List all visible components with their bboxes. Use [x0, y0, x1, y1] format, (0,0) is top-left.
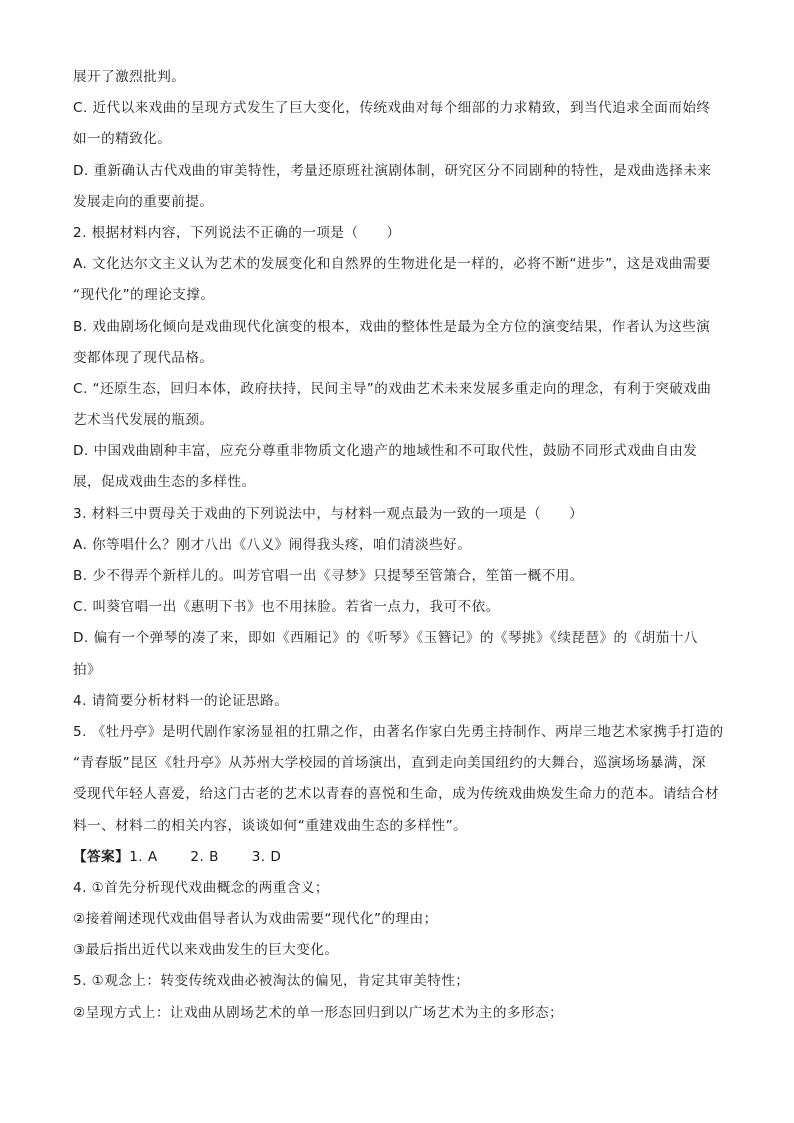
- question-3: 3. 材料三中贾母关于戏曲的下列说法中，与材料一观点最为一致的一项是（ ）: [73, 505, 584, 522]
- text-line: 展开了激烈批判。: [73, 69, 186, 85]
- question-5: 5. 《牡丹亭》是明代剧作家汤显祖的扛鼎之作，由著名作家白先勇主持制作、两岸三地艺术家携手打造的: [73, 723, 724, 740]
- text-line: 艺术当代发展的瓶颈。: [73, 412, 214, 429]
- option-d-text: D. 中国戏曲剧种丰富，应充分尊重非物质文化遗产的地域性和不可取代性，鼓励不同形式戏曲自由发: [73, 443, 698, 460]
- answer-line: [73, 842, 723, 873]
- answer-line: ②接着阐述现代戏曲倡导者认为戏曲需要“现代化”的理由；: [73, 911, 438, 928]
- text-line: 展，促成戏曲生态的多样性。: [73, 474, 256, 491]
- question-2: 2. 根据材料内容，下列说法不正确的一项是（ ）: [73, 224, 401, 241]
- option-c-text: C. 叫葵官唱一出《惠明下书》也不用抹脸。若省一点力，我可不依。: [73, 599, 500, 616]
- text-line: 发展走向的重要前提。: [73, 193, 214, 210]
- option-c-text: C. 近代以来戏曲的呈现方式发生了巨大变化，传统戏曲对每个细部的力求精致，到当代追求全面而始终: [73, 100, 711, 117]
- answer-line: ③最后指出近代以来戏曲发生的巨大变化。: [73, 942, 339, 959]
- text-line: “青春版”昆区《牡丹亭》从苏州大学校园的首场演出，直到走向美国纽约的大舞台，巡演场场暴满，深: [73, 755, 706, 772]
- answer-choices: 1. A 2. B 3. D: [129, 848, 282, 865]
- answer-label: 【答案】: [73, 848, 130, 865]
- text-line: 料一、材料二的相关内容，谈谈如何“重建戏曲生态的多样性”。: [73, 817, 468, 834]
- document-body: [73, 62, 723, 1029]
- answer-line: ②呈现方式上：让戏曲从剧场艺术的单一形态回归到以广场艺术为主的多形态；: [73, 1004, 564, 1021]
- text-line: 变都体现了现代品格。: [73, 349, 214, 366]
- option-a-text: A. 文化达尔文主义认为艺术的发展变化和自然界的生物进化是一样的，必将不断“进步”，这是戏曲需要: [73, 256, 711, 273]
- answer-5: 5. ①观念上：转变传统戏曲必被淘汰的偏见，肯定其审美特性；: [73, 973, 470, 990]
- option-b-text: B. 戏曲剧场化倾向是戏曲现代化演变的根本，戏曲的整体性是最为全方位的演变结果，作者认为这些演: [73, 318, 711, 335]
- option-b-text: B. 少不得弄个新样儿的。叫芳官唱一出《寻梦》只提琴至管箫合，笙笛一概不用。: [73, 568, 584, 584]
- question-4: 4. 请简要分析材料一的论证思路。: [73, 692, 289, 709]
- text-line: 如一的精致化。: [73, 131, 172, 148]
- option-d-text: D. 偏有一个弹琴的凑了来，即如《西厢记》的《听琴》《玉簪记》的《琴挑》《续琵琶》的《胡茄十八: [73, 630, 698, 647]
- text-line: “现代化”的理论支撑。: [73, 287, 215, 304]
- answer-4: 4. ①首先分析现代戏曲概念的两重含义；: [73, 879, 329, 896]
- option-d-text: D. 重新确认古代戏曲的审美特性，考量还原班社演剧体制，研究区分不同剧种的特性，是戏曲选择未来: [73, 162, 712, 179]
- option-a-text: A. 你等唱什么？刚才八出《八义》闹得我头疼，咱们清淡些好。: [73, 536, 472, 553]
- text-line: 受现代年轻人喜爱，给这门古老的艺术以青春的喜悦和生命，成为传统戏曲焕发生命力的范本。请结合材: [73, 786, 720, 803]
- text-line: 拍》: [73, 661, 102, 678]
- option-c-text: C. “还原生态，回归本体，政府扶持，民间主导”的戏曲艺术未来发展多重走向的理念，有利于突破戏曲: [73, 380, 712, 397]
